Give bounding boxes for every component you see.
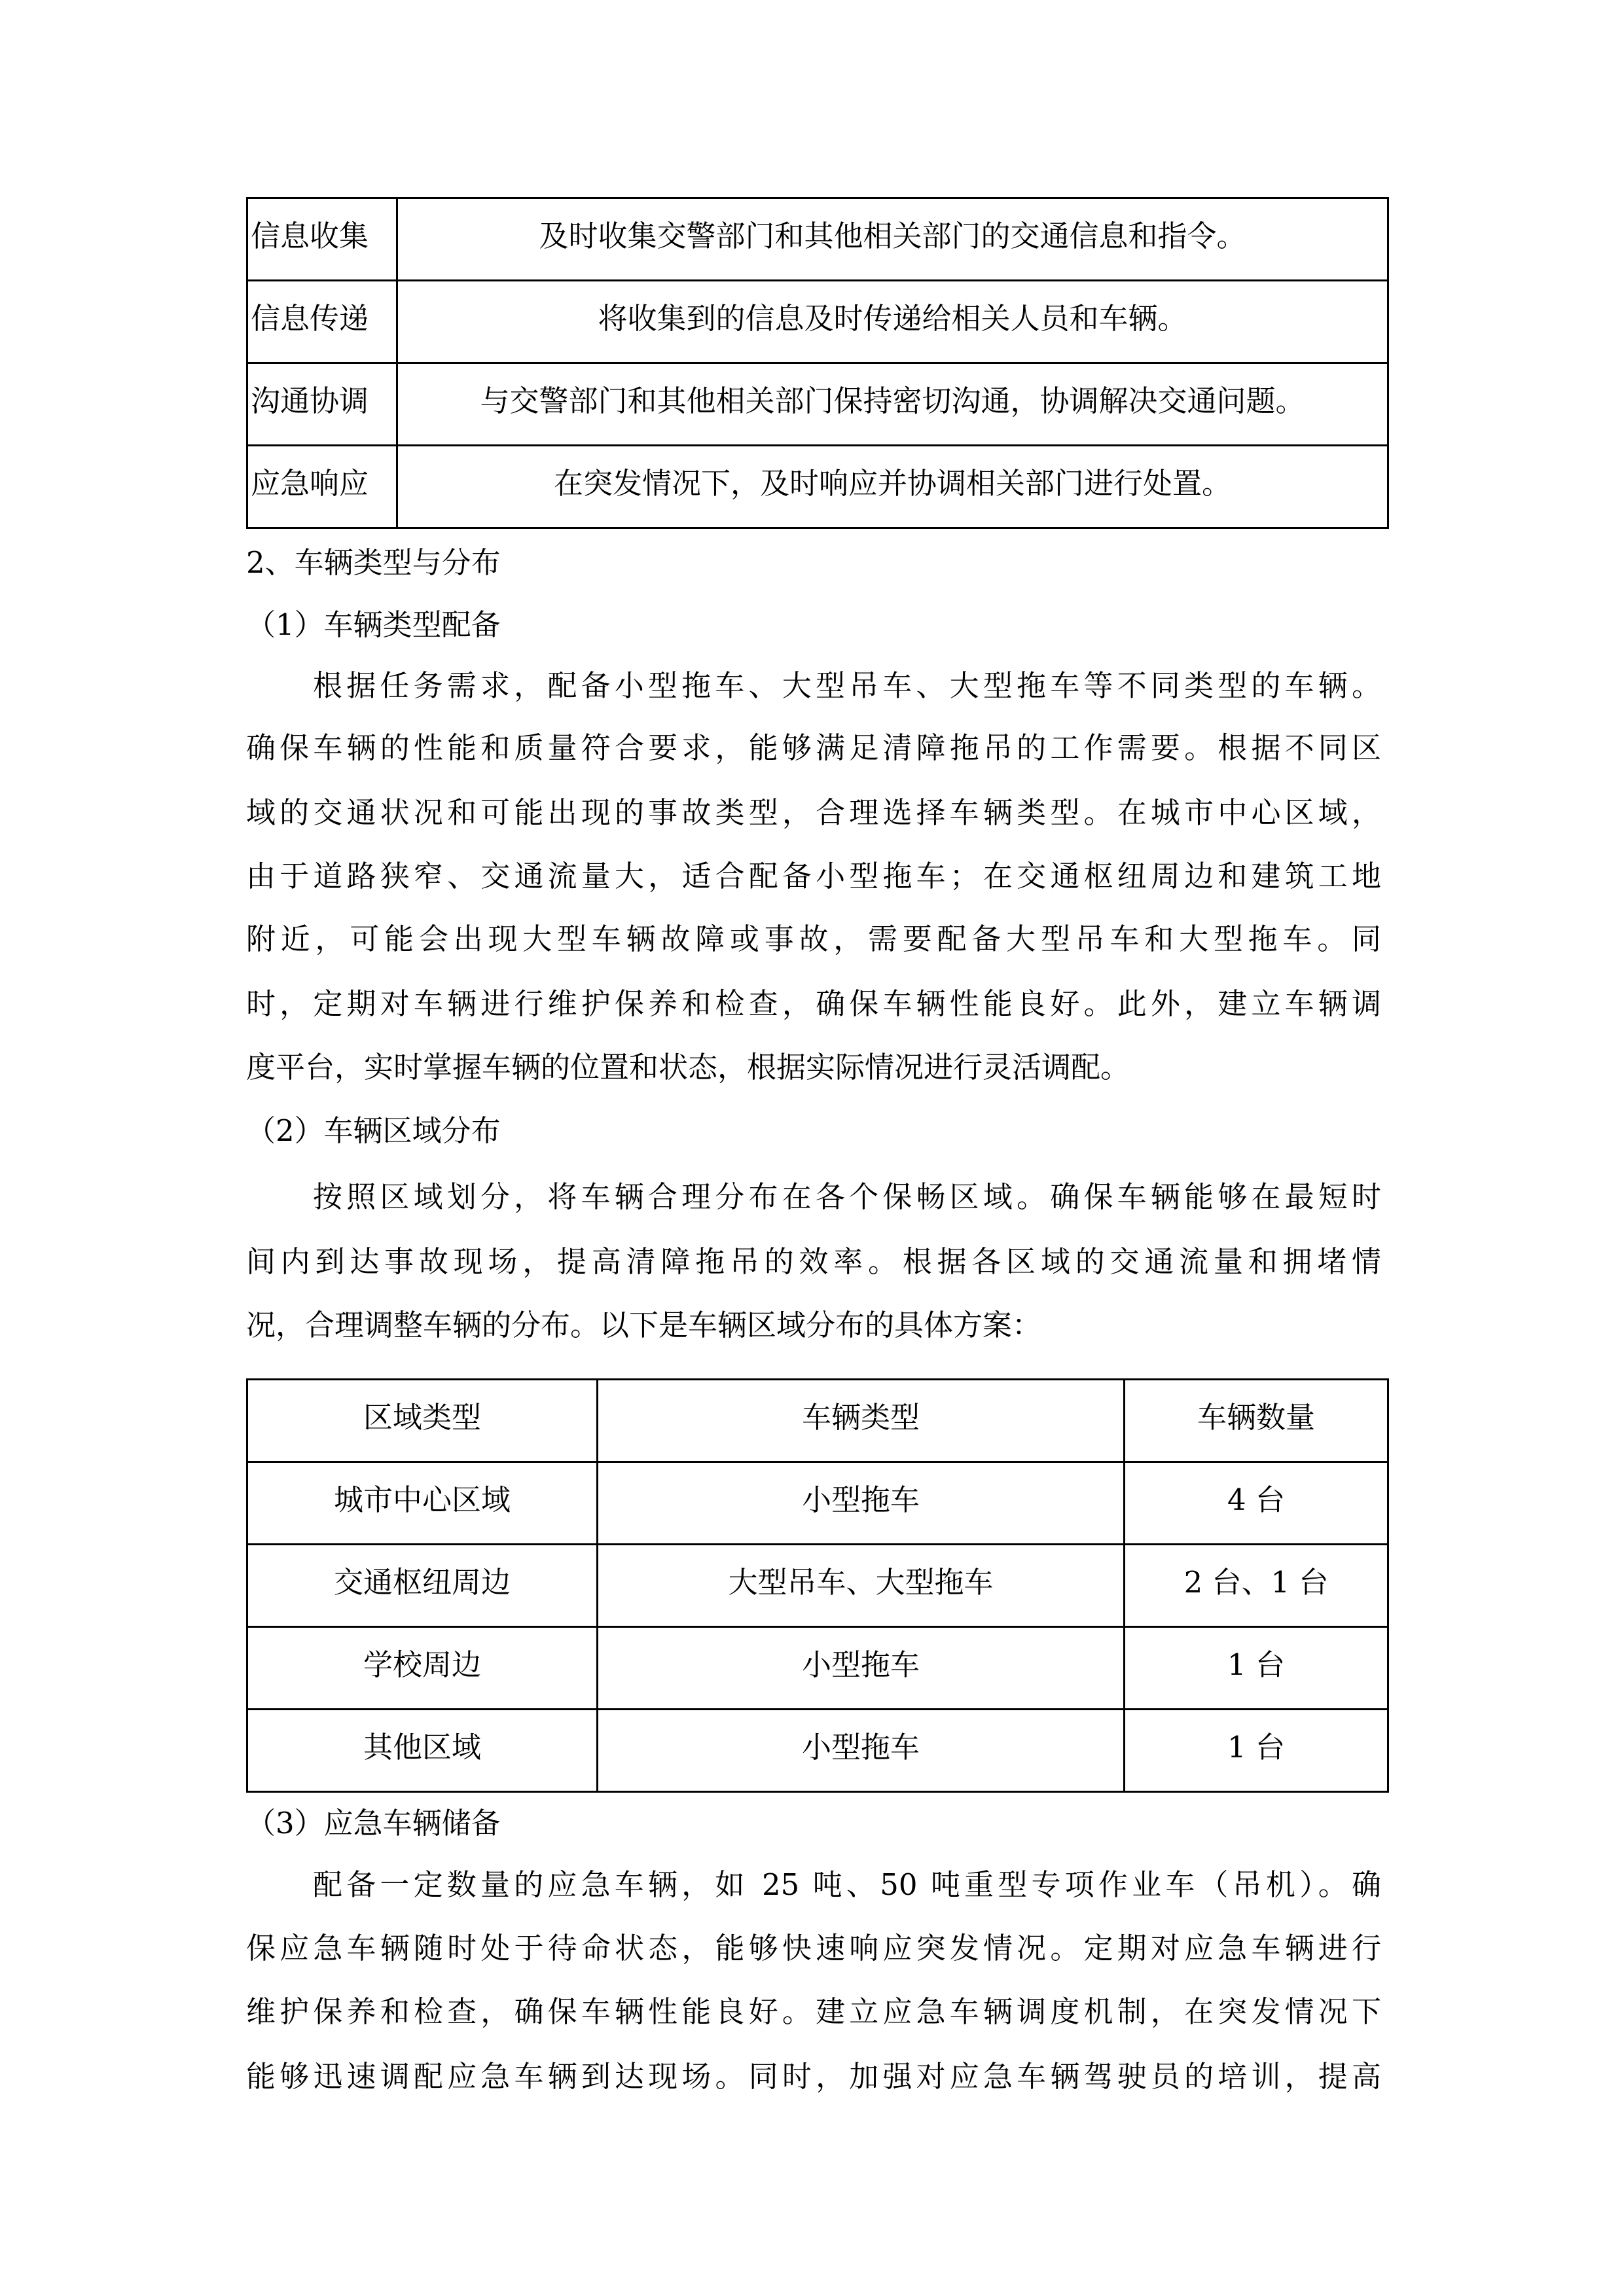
table-row	[247, 363, 1388, 446]
duty-desc: 将收集到的信息及时传递给相关人员和车辆。	[397, 281, 1388, 363]
cell: 城市中心区域	[247, 1462, 598, 1545]
table-row	[247, 1462, 1388, 1545]
cell: 其他区域	[247, 1710, 598, 1792]
cell: 2 台、1 台	[1125, 1545, 1388, 1627]
table-header-row	[247, 1380, 1388, 1462]
table-row	[247, 198, 1388, 281]
table-row	[247, 1545, 1388, 1627]
header-cell: 车辆类型	[598, 1380, 1125, 1462]
duty-item: 信息传递	[247, 281, 397, 363]
cell: 大型吊车、大型拖车	[598, 1545, 1125, 1627]
subsection-heading: （1）车辆类型配备	[246, 607, 501, 642]
duty-item: 应急响应	[247, 446, 397, 528]
cell: 学校周边	[247, 1627, 598, 1710]
duty-item: 沟通协调	[247, 363, 397, 446]
cell: 小型拖车	[598, 1627, 1125, 1710]
duty-desc: 与交警部门和其他相关部门保持密切沟通，协调解决交通问题。	[397, 363, 1388, 446]
paragraph-line: 维护保养和检查，确保车辆性能良好。建立应急车辆调度机制，在突发情况下	[246, 1994, 1381, 2029]
duty-desc: 在突发情况下，及时响应并协调相关部门进行处置。	[397, 446, 1388, 528]
paragraph-line: 配备一定数量的应急车辆，如 25 吨、50 吨重型专项作业车（吊机）。确	[313, 1867, 1381, 1902]
table-row	[247, 281, 1388, 363]
section-heading: 2、车辆类型与分布	[246, 545, 501, 580]
paragraph-line: 度平台，实时掌握车辆的位置和状态，根据实际情况进行灵活调配。	[246, 1050, 1130, 1085]
distribution-table	[246, 1378, 1389, 1793]
paragraph-line: 按照区域划分，将车辆合理分布在各个保畅区域。确保车辆能够在最短时	[313, 1179, 1381, 1214]
paragraph-line: 时，定期对车辆进行维护保养和检查，确保车辆性能良好。此外，建立车辆调	[246, 986, 1381, 1021]
header-cell: 区域类型	[247, 1380, 598, 1462]
paragraph-line: 能够迅速调配应急车辆到达现场。同时，加强对应急车辆驾驶员的培训，提高	[246, 2059, 1381, 2094]
table-row	[247, 446, 1388, 528]
paragraph-line: 间内到达事故现场，提高清障拖吊的效率。根据各区域的交通流量和拥堵情	[246, 1244, 1381, 1279]
cell: 交通枢纽周边	[247, 1545, 598, 1627]
table-row	[247, 1710, 1388, 1792]
header-cell: 车辆数量	[1125, 1380, 1388, 1462]
cell: 小型拖车	[598, 1462, 1125, 1545]
subsection-heading: （3）应急车辆储备	[246, 1806, 501, 1840]
cell: 小型拖车	[598, 1710, 1125, 1792]
cell: 4 台	[1125, 1462, 1388, 1545]
paragraph-line: 根据任务需求，配备小型拖车、大型吊车、大型拖车等不同类型的车辆。	[313, 668, 1381, 703]
cell: 1 台	[1125, 1627, 1388, 1710]
duty-table	[246, 197, 1389, 529]
table-row	[247, 1627, 1388, 1710]
duty-desc: 及时收集交警部门和其他相关部门的交通信息和指令。	[397, 198, 1388, 281]
cell: 1 台	[1125, 1710, 1388, 1792]
paragraph-line: 保应急车辆随时处于待命状态，能够快速响应突发情况。定期对应急车辆进行	[246, 1931, 1381, 1965]
subsection-heading: （2）车辆区域分布	[246, 1113, 501, 1148]
paragraph-line: 由于道路狭窄、交通流量大，适合配备小型拖车；在交通枢纽周边和建筑工地	[246, 859, 1381, 893]
paragraph-line: 域的交通状况和可能出现的事故类型，合理选择车辆类型。在城市中心区域，	[246, 795, 1381, 830]
duty-item: 信息收集	[247, 198, 397, 281]
paragraph-line: 附近，可能会出现大型车辆故障或事故，需要配备大型吊车和大型拖车。同	[246, 922, 1381, 956]
paragraph-line: 况，合理调整车辆的分布。以下是车辆区域分布的具体方案：	[246, 1308, 1042, 1342]
paragraph-line: 确保车辆的性能和质量符合要求，能够满足清障拖吊的工作需要。根据不同区	[246, 730, 1381, 765]
